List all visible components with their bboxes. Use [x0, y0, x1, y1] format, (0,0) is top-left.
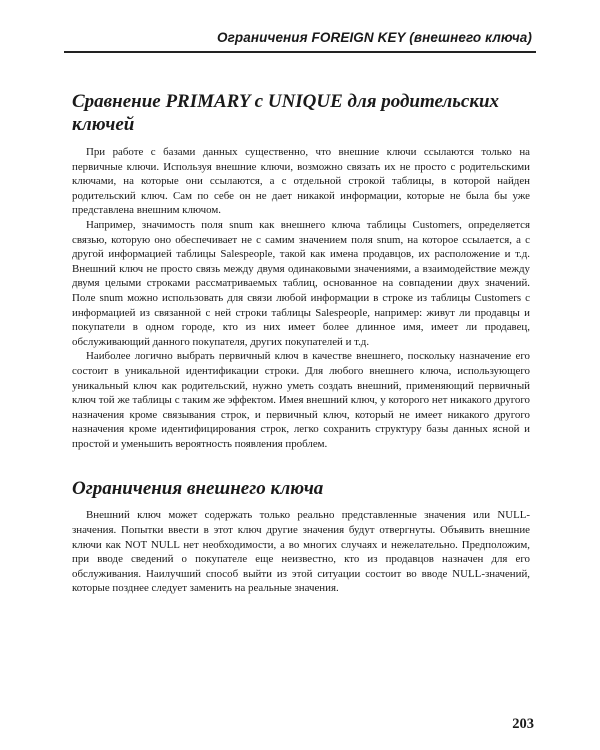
paragraph: Наиболее логично выбрать первичный ключ в качестве внешнего, поскольку назначение его состоит в уникальной идентификации строки. Для любого внешнего ключа, использующего уникальный ключ как родительский, нужно уметь создать внешний, применяющий первичный ключ той же таблицы с таким же эффектом. Имея внешний ключ, у которого нет никакого другого назначения кроме связывания строк, и первичный ключ, который не имеет никакого другого назначения кроме идентифицирования строк, легко сохранить структуру базы данных ясной и простой и уменьшить вероятность появления проблем. [72, 350, 530, 450]
paragraph: При работе с базами данных существенно, что внешние ключи ссылаются только на первичные ключи. Используя внешние ключи, возможно связать их не просто с родительскими ключами, на которые они ссылаются, а с отдельной строкой таблицы, в которой найден родительский ключ. Сам по себе он не дает никакой информации, которые не была бы уже представлена внешним ключом. [72, 146, 530, 217]
section-primary-vs-unique [72, 90, 530, 451]
section-heading: Ограничения внешнего ключа [72, 478, 324, 500]
section-foreign-key-constraints [72, 477, 530, 596]
page-number: 203 [512, 716, 534, 732]
header-rule [64, 51, 536, 53]
paragraph: Внешний ключ может содержать только реально представленные значения или NULL-значения. Попытки ввести в этот ключ другие значения будут отвергнуты. Объявить внешние ключи как NOT NULL нет необходимости, а во многих случаях и нежелательно. Предположим, при вводе сведений о покупателе еще неизвестно, кто из продавцов назначен для его обслуживания. Наилучший способ выйти из этой ситуации состоит во вводе NULL-значений, которые позднее следует заменить на реальные значения. [72, 509, 530, 595]
section-heading: Сравнение PRIMARY с UNIQUE для родительских ключей [72, 91, 500, 135]
running-head: Ограничения FOREIGN KEY (внешнего ключа) [217, 30, 532, 45]
page-content [72, 90, 530, 596]
paragraph: Например, значимость поля snum как внешнего ключа таблицы Customers, определяется связью, которую оно обеспечивает не с самим значением поля snum, на которое ссылается, а с другой информацией таблицы Salespeople, такой как имена продавцов, их расположение и т.д. Внешний ключ не просто связь между двумя одинаковыми значениями, а взаимодействие между двумя целыми строками рассматриваемых таблиц, основанное на совпадении двух значений. Поле snum можно использовать для связи любой информации в строке из таблицы Customers с информацией из связанной с ней строки таблицы Salespeople, например: живут ли продавцы и покупатели в одном городе, кто из них имеет более длинное имя, имеет ли продавец, обслуживающий данного покупателя, других покупателей и т.д. [72, 218, 530, 348]
